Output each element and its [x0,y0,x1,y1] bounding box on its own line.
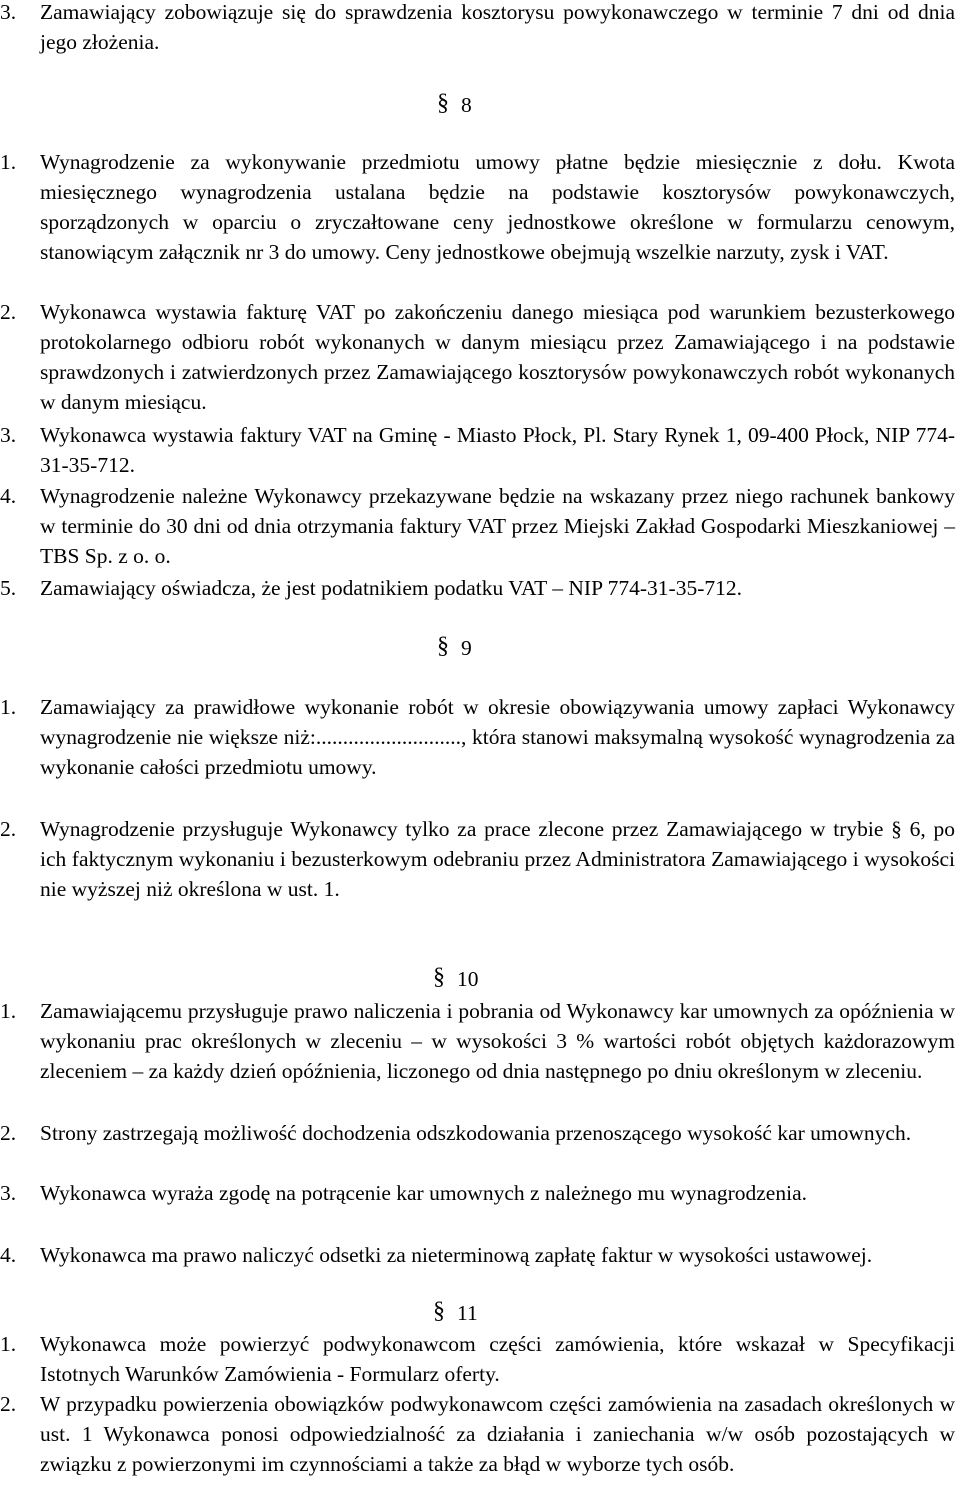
item-text: W przypadku powierzenia obowiązków podwykonawcom części zamówienia na zasadach określonych w ust. 1 Wykonawca ponosi odpowiedzialność za działania i zaniechania w/w osób pozostających w związku z powierzonymi im czynnościami a także za błąd w wyborze tych osób. [40,1392,955,1476]
item-text: Wynagrodzenie przysługuje Wykonawcy tylko za prace zlecone przez Zamawiającego w trybie § 6, po ich faktycznym wykonaniu i bezusterkowym odebraniu przez Administratora Zamawiającego i wysokości nie wyższej niż określona w ust. 1. [40,817,955,901]
item-number: 3. [0,1181,17,1205]
item-number: 3. [0,0,17,24]
list-item [0,1178,955,1208]
list-item [0,692,955,782]
item-number: 1. [0,999,17,1023]
item-number: 5. [0,576,17,600]
section-sign: § [437,90,449,116]
section-number: 8 [461,93,472,117]
item-text: Wykonawca może powierzyć podwykonawcom części zamówienia, które wskazał w Specyfikacji Istotnych Warunków Zamówienia - Formularz oferty. [40,1332,955,1386]
item-number: 2. [0,300,17,324]
list-item [0,481,955,571]
item-text: Zamawiający za prawidłowe wykonanie robót w okresie obowiązywania umowy zapłaci Wykonawcy wynagrodzenie nie większe niż:..........................., która stanowi maksymalną wysokość wynagrodzenia za wykonanie całości przedmiotu umowy. [40,695,955,779]
section-number: 11 [457,1301,478,1325]
section-sign: § [437,633,449,659]
item-number: 4. [0,484,17,508]
item-number: 1. [0,1332,17,1356]
list-item [0,147,955,267]
section-sign: § [433,964,445,990]
section-heading [0,1296,960,1332]
item-number: 2. [0,1121,17,1145]
item-number: 2. [0,1392,17,1416]
list-item [0,420,955,480]
list-item [0,814,955,904]
list-item [0,996,955,1086]
item-text: Zamawiającemu przysługuje prawo naliczenia i pobrania od Wykonawcy kar umownych za opóźnienia w wykonaniu prac określonych w zleceniu – w wysokości 3 % wartości robót objętych każdorazowym zleceniem – za każdy dzień opóźnienia, liczonego od dnia następnego po dniu określonym w zleceniu. [40,999,955,1083]
list-item [0,1389,955,1479]
list-item [0,1240,955,1270]
list-item [0,1118,955,1148]
list-item [0,0,955,57]
item-text: Wykonawca wystawia faktury VAT na Gminę - Miasto Płock, Pl. Stary Rynek 1, 09-400 Płock, NIP 774-31-35-712. [40,423,955,477]
list-item [0,297,955,417]
item-number: 1. [0,150,17,174]
item-number: 1. [0,695,17,719]
section-number: 9 [461,636,472,660]
item-text: Wynagrodzenie za wykonywanie przedmiotu umowy płatne będzie miesięcznie z dołu. Kwota miesięcznego wynagrodzenia ustalana będzie na podstawie kosztorysów powykonawczych, sporządzonych w oparciu o zryczałtowane ceny jednostkowe określone w formularzu cenowym, stanowiącym załącznik nr 3 do umowy. Ceny jednostkowe obejmują wszelkie narzuty, zysk i VAT. [40,150,955,264]
item-number: 3. [0,423,17,447]
item-number: 2. [0,817,17,841]
list-item [0,1329,955,1389]
section-number: 10 [457,967,479,991]
item-text: Wykonawca ma prawo naliczyć odsetki za nieterminową zapłatę faktur w wysokości ustawowej. [40,1243,873,1267]
item-text: Zamawiający oświadcza, że jest podatnikiem podatku VAT – NIP 774-31-35-712. [40,576,742,600]
item-text: Wykonawca wyraża zgodę na potrącenie kar umownych z należnego mu wynagrodzenia. [40,1181,807,1205]
section-heading [0,962,960,998]
item-text: Strony zastrzegają możliwość dochodzenia odszkodowania przenoszącego wysokość kar umownych. [40,1121,912,1145]
list-item [0,573,955,603]
section-heading [0,631,960,667]
item-number: 4. [0,1243,17,1267]
section-sign: § [433,1298,445,1324]
item-text: Wynagrodzenie należne Wykonawcy przekazywane będzie na wskazany przez niego rachunek bankowy w terminie do 30 dni od dnia otrzymania faktury VAT przez Miejski Zakład Gospodarki Mieszkaniowej – TBS Sp. z o. o. [40,484,955,568]
item-text: Zamawiający zobowiązuje się do sprawdzenia kosztorysu powykonawczego w terminie 7 dni od dnia jego złożenia. [40,0,955,54]
item-text: Wykonawca wystawia fakturę VAT po zakończeniu danego miesiąca pod warunkiem bezusterkowego protokolarnego odbioru robót wykonanych w danym miesiącu przez Zamawiającego i na podstawie sprawdzonych i zatwierdzonych przez Zamawiającego kosztorysów powykonawczych robót wykonanych w danym miesiącu. [40,300,955,414]
section-heading [0,88,960,124]
